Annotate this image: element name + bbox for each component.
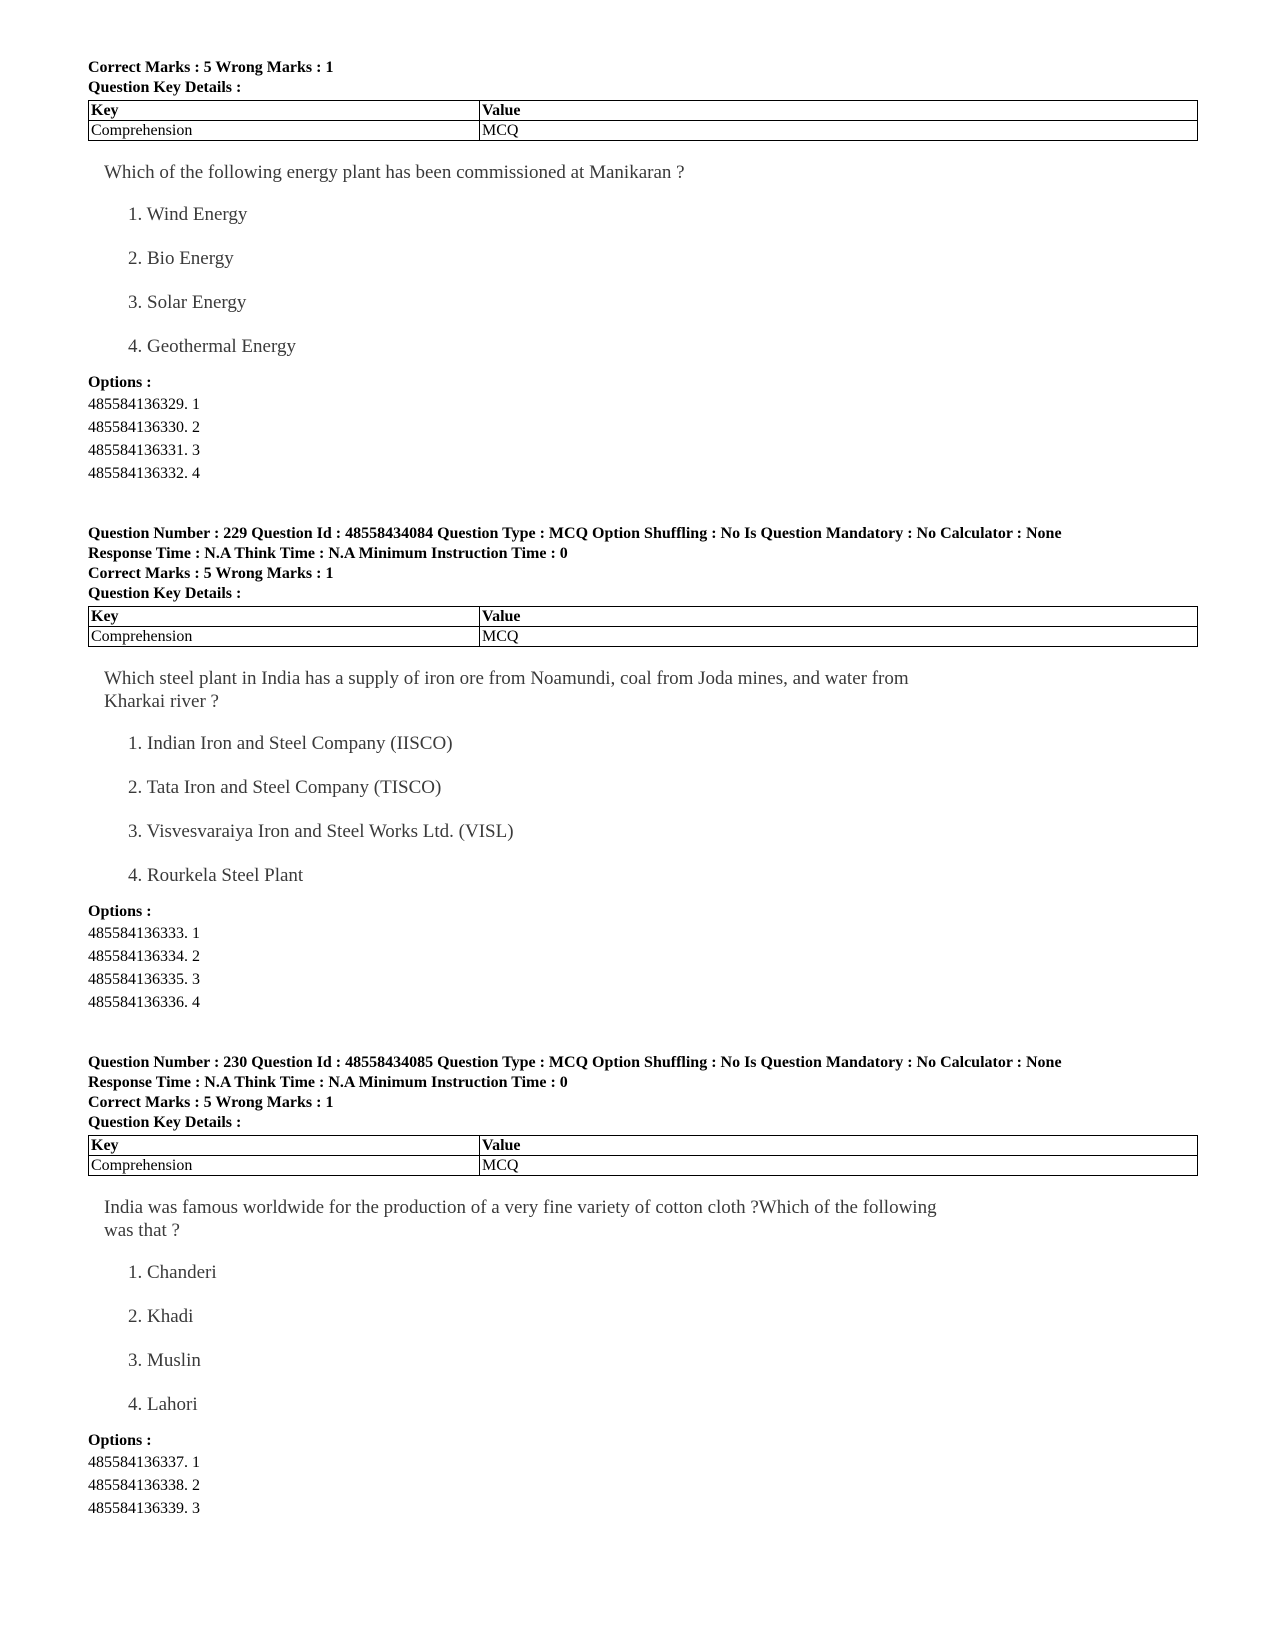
choice-item: 4. Geothermal Energy <box>128 336 296 357</box>
key-details-table <box>88 606 1198 647</box>
question-header <box>88 1053 1198 1093</box>
choice-item: 1. Indian Iron and Steel Company (IISCO) <box>128 733 453 754</box>
option-id-item: 485584136332. 4 <box>88 465 200 482</box>
marks-line: Correct Marks : 5 Wrong Marks : 1 <box>88 59 334 76</box>
option-id-item: 485584136335. 3 <box>88 971 200 988</box>
options-list <box>88 922 1198 1014</box>
choice-item: 3. Solar Energy <box>128 292 247 313</box>
key-details-label: Question Key Details : <box>88 1114 242 1131</box>
question-header-line: Question Number : 229 Question Id : 48558434084 Question Type : MCQ Option Shuffling : No Is Question Mandatory : No Calculator : None <box>88 525 1062 542</box>
option-id-item: 485584136331. 3 <box>88 442 200 459</box>
options-list <box>88 393 1198 485</box>
option-id-item: 485584136336. 4 <box>88 994 200 1011</box>
question-header <box>88 524 1198 564</box>
options-label: Options : <box>88 374 152 391</box>
option-id-item: 485584136334. 2 <box>88 948 200 965</box>
choice-item: 1. Wind Energy <box>128 204 248 225</box>
options-list <box>88 1451 1198 1520</box>
question-block <box>88 1053 1198 1520</box>
key-details-table <box>88 100 1198 141</box>
table-header-value: Value <box>480 1136 1198 1156</box>
block-spacer <box>88 1014 1198 1053</box>
table-row <box>89 627 1198 647</box>
table-header-key: Key <box>89 607 480 627</box>
choice-item: 4. Lahori <box>128 1394 198 1415</box>
table-header-key: Key <box>89 1136 480 1156</box>
marks-line: Correct Marks : 5 Wrong Marks : 1 <box>88 1094 334 1111</box>
question-text: Which of the following energy plant has been commissioned at Manikaran ? <box>104 162 685 183</box>
option-id-item: 485584136339. 3 <box>88 1500 200 1517</box>
table-cell-key: Comprehension <box>89 1156 480 1176</box>
question-header-line: Response Time : N.A Think Time : N.A Minimum Instruction Time : 0 <box>88 1074 568 1091</box>
options-label: Options : <box>88 903 152 920</box>
choice-list <box>128 732 1198 887</box>
table-header-value: Value <box>480 101 1198 121</box>
choice-item: 4. Rourkela Steel Plant <box>128 865 304 886</box>
choice-list <box>128 1261 1198 1416</box>
question-text: India was famous worldwide for the production of a very fine variety of cotton cloth ?Which of the following was that ? <box>104 1197 937 1241</box>
question-header-line: Question Number : 230 Question Id : 48558434085 Question Type : MCQ Option Shuffling : No Is Question Mandatory : No Calculator : None <box>88 1054 1062 1071</box>
table-header-row <box>89 101 1198 121</box>
option-id-item: 485584136329. 1 <box>88 396 200 413</box>
key-details-table <box>88 1135 1198 1176</box>
table-cell-key: Comprehension <box>89 627 480 647</box>
table-cell-value: MCQ <box>480 1156 1198 1176</box>
choice-list <box>128 203 1198 358</box>
choice-item: 1. Chanderi <box>128 1262 217 1283</box>
table-row <box>89 1156 1198 1176</box>
question-header-line: Response Time : N.A Think Time : N.A Minimum Instruction Time : 0 <box>88 545 568 562</box>
document-page <box>88 58 1198 1520</box>
table-header-value: Value <box>480 607 1198 627</box>
table-cell-value: MCQ <box>480 627 1198 647</box>
question-text: Which steel plant in India has a supply of iron ore from Noamundi, coal from Joda mines, and water from Kharkai river ? <box>104 668 909 712</box>
choice-item: 2. Bio Energy <box>128 248 234 269</box>
table-header-row <box>89 607 1198 627</box>
option-id-item: 485584136337. 1 <box>88 1454 200 1471</box>
choice-item: 3. Muslin <box>128 1350 201 1371</box>
choice-item: 3. Visvesvaraiya Iron and Steel Works Ltd. (VISL) <box>128 821 514 842</box>
option-id-item: 485584136338. 2 <box>88 1477 200 1494</box>
table-cell-key: Comprehension <box>89 121 480 141</box>
marks-line: Correct Marks : 5 Wrong Marks : 1 <box>88 565 334 582</box>
table-header-key: Key <box>89 101 480 121</box>
question-block <box>88 524 1198 1014</box>
choice-item: 2. Tata Iron and Steel Company (TISCO) <box>128 777 442 798</box>
question-block <box>88 58 1198 485</box>
option-id-item: 485584136330. 2 <box>88 419 200 436</box>
choice-item: 2. Khadi <box>128 1306 194 1327</box>
block-spacer <box>88 485 1198 524</box>
table-row <box>89 121 1198 141</box>
table-cell-value: MCQ <box>480 121 1198 141</box>
options-label: Options : <box>88 1432 152 1449</box>
key-details-label: Question Key Details : <box>88 585 242 602</box>
option-id-item: 485584136333. 1 <box>88 925 200 942</box>
table-header-row <box>89 1136 1198 1156</box>
key-details-label: Question Key Details : <box>88 79 242 96</box>
